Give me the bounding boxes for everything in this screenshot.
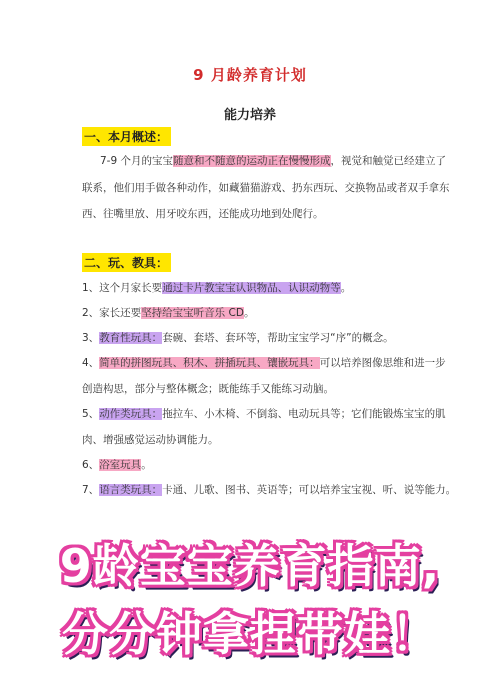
overlay-headline-line-2	[0, 598, 500, 664]
item-text: 4、	[82, 357, 100, 369]
toy-item-5	[82, 406, 446, 421]
overview-line-2: 联系，他们用手做各种动作，如藏猫猫游戏、扔东西玩、交换物品或者双手拿东	[82, 182, 450, 194]
toy-item-2	[82, 305, 254, 320]
item-text: 7、	[82, 484, 100, 496]
overview-text: 7-9 个月的宝宝	[100, 155, 173, 167]
toy-item-7	[82, 482, 456, 497]
section-heading-toys: 二、玩、教具：	[82, 253, 171, 272]
toy-item-4-line-2: 创造构思，部分与整体概念；既能练手又能练习动脑。	[82, 383, 334, 395]
item-highlight: 简单的拼图玩具、积木、拼插玩具、镶嵌玩具：	[99, 357, 320, 369]
item-highlight: 通过卡片教宝宝认识物品、认识动物等	[162, 282, 341, 294]
item-text: 拖拉车、小木椅、不倒翁、电动玩具等；它们能锻炼宝宝的肌	[162, 408, 446, 420]
toy-item-3	[82, 330, 394, 345]
item-text: 1、这个月家长要	[82, 282, 163, 294]
section-heading-overview: 一、本月概述：	[82, 127, 171, 146]
item-highlight: 教育性玩具：	[99, 332, 163, 344]
item-text: 。	[340, 282, 352, 294]
item-highlight: 浴室玩具	[99, 459, 142, 471]
page-title: 9 月龄养育计划	[193, 66, 307, 84]
item-text: 6、	[82, 459, 100, 471]
item-text: 卡通、儿歌、图书、英语等；可以培养宝宝视、听、说等能力。	[162, 484, 457, 496]
page-subtitle: 能力培养	[223, 108, 276, 123]
toy-item-1	[82, 280, 351, 295]
item-text: 可以培养图像思维和进一步	[319, 357, 446, 369]
toy-item-5-line-2: 肉、增强感觉运动协调能力。	[82, 434, 219, 446]
overlay-headline-line-1	[0, 530, 500, 596]
overview-text: ，视觉和触觉已经建立了	[330, 155, 446, 167]
toy-item-4	[82, 355, 446, 370]
item-highlight: 坚持给宝宝听音乐 CD	[141, 307, 244, 319]
item-text: 3、	[82, 332, 100, 344]
overlay-text-1: 9龄宝宝养育指南,	[59, 539, 441, 593]
item-text: 。	[243, 307, 255, 319]
overlay-text-2: 分分钟拿捏带娃！	[62, 607, 438, 661]
item-text: 2、家长还要	[82, 307, 142, 319]
item-highlight: 动作类玩具：	[99, 408, 163, 420]
overview-highlight: 随意和不随意的运动正在慢慢形成	[173, 155, 331, 167]
overview-line-1	[100, 153, 446, 168]
item-text: 5、	[82, 408, 100, 420]
item-text: 。	[141, 459, 152, 471]
item-highlight: 语言类玩具：	[99, 484, 163, 496]
toy-item-6	[82, 457, 152, 472]
item-text: 套碗、套塔、套环等，帮助宝宝学习“序”的概念。	[162, 332, 394, 344]
overview-line-3: 西、往嘴里放、用牙咬东西，还能成功地到处爬行。	[82, 208, 324, 220]
